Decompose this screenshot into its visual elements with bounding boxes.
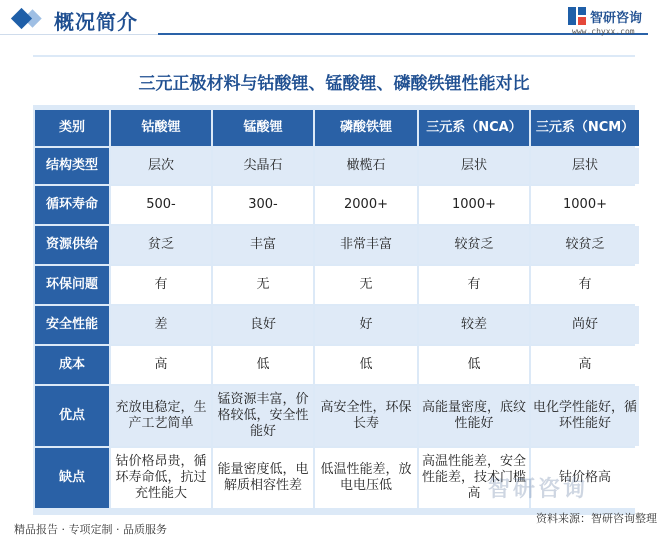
table-cell: 有 [419,266,529,304]
table-cell: 低 [315,346,417,384]
column-header: 类别 [35,110,109,146]
table-cell: 钴价格高 [531,448,639,508]
brand-name: 智研咨询 [590,11,643,26]
footer-slogan: 精品报告 · 专项定制 · 品质服务 [14,523,167,536]
page-title: 概况简介 [54,10,138,34]
column-header: 三元系（NCM） [531,110,639,146]
row-header: 循环寿命 [35,186,109,224]
table-cell: 低 [419,346,529,384]
table-cell: 500- [111,186,211,224]
table-cell: 差 [111,306,211,344]
table-cell: 低温性能差，放电电压低 [315,448,417,508]
table-cell: 无 [213,266,313,304]
watermark-text: 智研咨询 [488,477,589,502]
brand-logo-icon [568,7,586,25]
table-cell: 尚好 [531,306,639,344]
table-row [35,306,639,344]
row-header: 资源供给 [35,226,109,264]
table-cell: 尖晶石 [213,148,313,184]
table-cell: 橄榄石 [315,148,417,184]
table-cell: 较贫乏 [531,226,639,264]
row-header: 缺点 [35,448,109,508]
table-cell: 1000+ [531,186,639,224]
table-cell: 能量密度低，电解质相容性差 [213,448,313,508]
column-header: 锰酸锂 [213,110,313,146]
table-cell: 高能量密度，底纹性能好 [419,386,529,446]
page-header [0,0,669,40]
brand-url[interactable]: www.chyxx.com [572,27,635,36]
table-cell: 层次 [111,148,211,184]
brand-logo[interactable] [568,5,664,37]
table-cell: 低 [213,346,313,384]
table-row [35,386,639,446]
table-header-row [35,110,639,146]
table-cell: 2000+ [315,186,417,224]
table-cell: 充放电稳定，生产工艺简单 [111,386,211,446]
table-cell: 有 [111,266,211,304]
table-cell: 高温性能差，安全性能差，技术门槛高 [419,448,529,508]
table-cell: 锰资源丰富，价格较低，安全性能好 [213,386,313,446]
table-cell: 好 [315,306,417,344]
column-header: 三元系（NCA） [419,110,529,146]
table-cell: 贫乏 [111,226,211,264]
table-row [35,148,639,184]
column-header: 钴酸锂 [111,110,211,146]
table-cell: 高 [111,346,211,384]
table-cell: 较贫乏 [419,226,529,264]
table-row [35,266,639,304]
footer-source: 资料来源：智研咨询整理 [536,512,657,525]
table-cell: 高 [531,346,639,384]
row-header: 安全性能 [35,306,109,344]
table-cell: 1000+ [419,186,529,224]
table-cell: 层状 [419,148,529,184]
comparison-table [33,108,641,510]
row-header: 环保问题 [35,266,109,304]
table-row [35,346,639,384]
table-cell: 较差 [419,306,529,344]
table-row [35,226,639,264]
table-cell: 层状 [531,148,639,184]
row-header: 成本 [35,346,109,384]
table-cell: 高安全性，环保长寿 [315,386,417,446]
table-cell: 丰富 [213,226,313,264]
row-header: 结构类型 [35,148,109,184]
table-cell: 良好 [213,306,313,344]
table-title: 三元正极材料与钴酸锂、锰酸锂、磷酸铁锂性能对比 [33,57,635,105]
table-cell: 非常丰富 [315,226,417,264]
table-cell: 有 [531,266,639,304]
table-cell: 无 [315,266,417,304]
table-cell: 钴价格昂贵，循环寿命低，抗过充性能大 [111,448,211,508]
table-row [35,186,639,224]
header-divider-faded [0,34,160,35]
table-cell: 电化学性能好，循环性能好 [531,386,639,446]
row-header: 优点 [35,386,109,446]
table-cell: 300- [213,186,313,224]
column-header: 磷酸铁锂 [315,110,417,146]
